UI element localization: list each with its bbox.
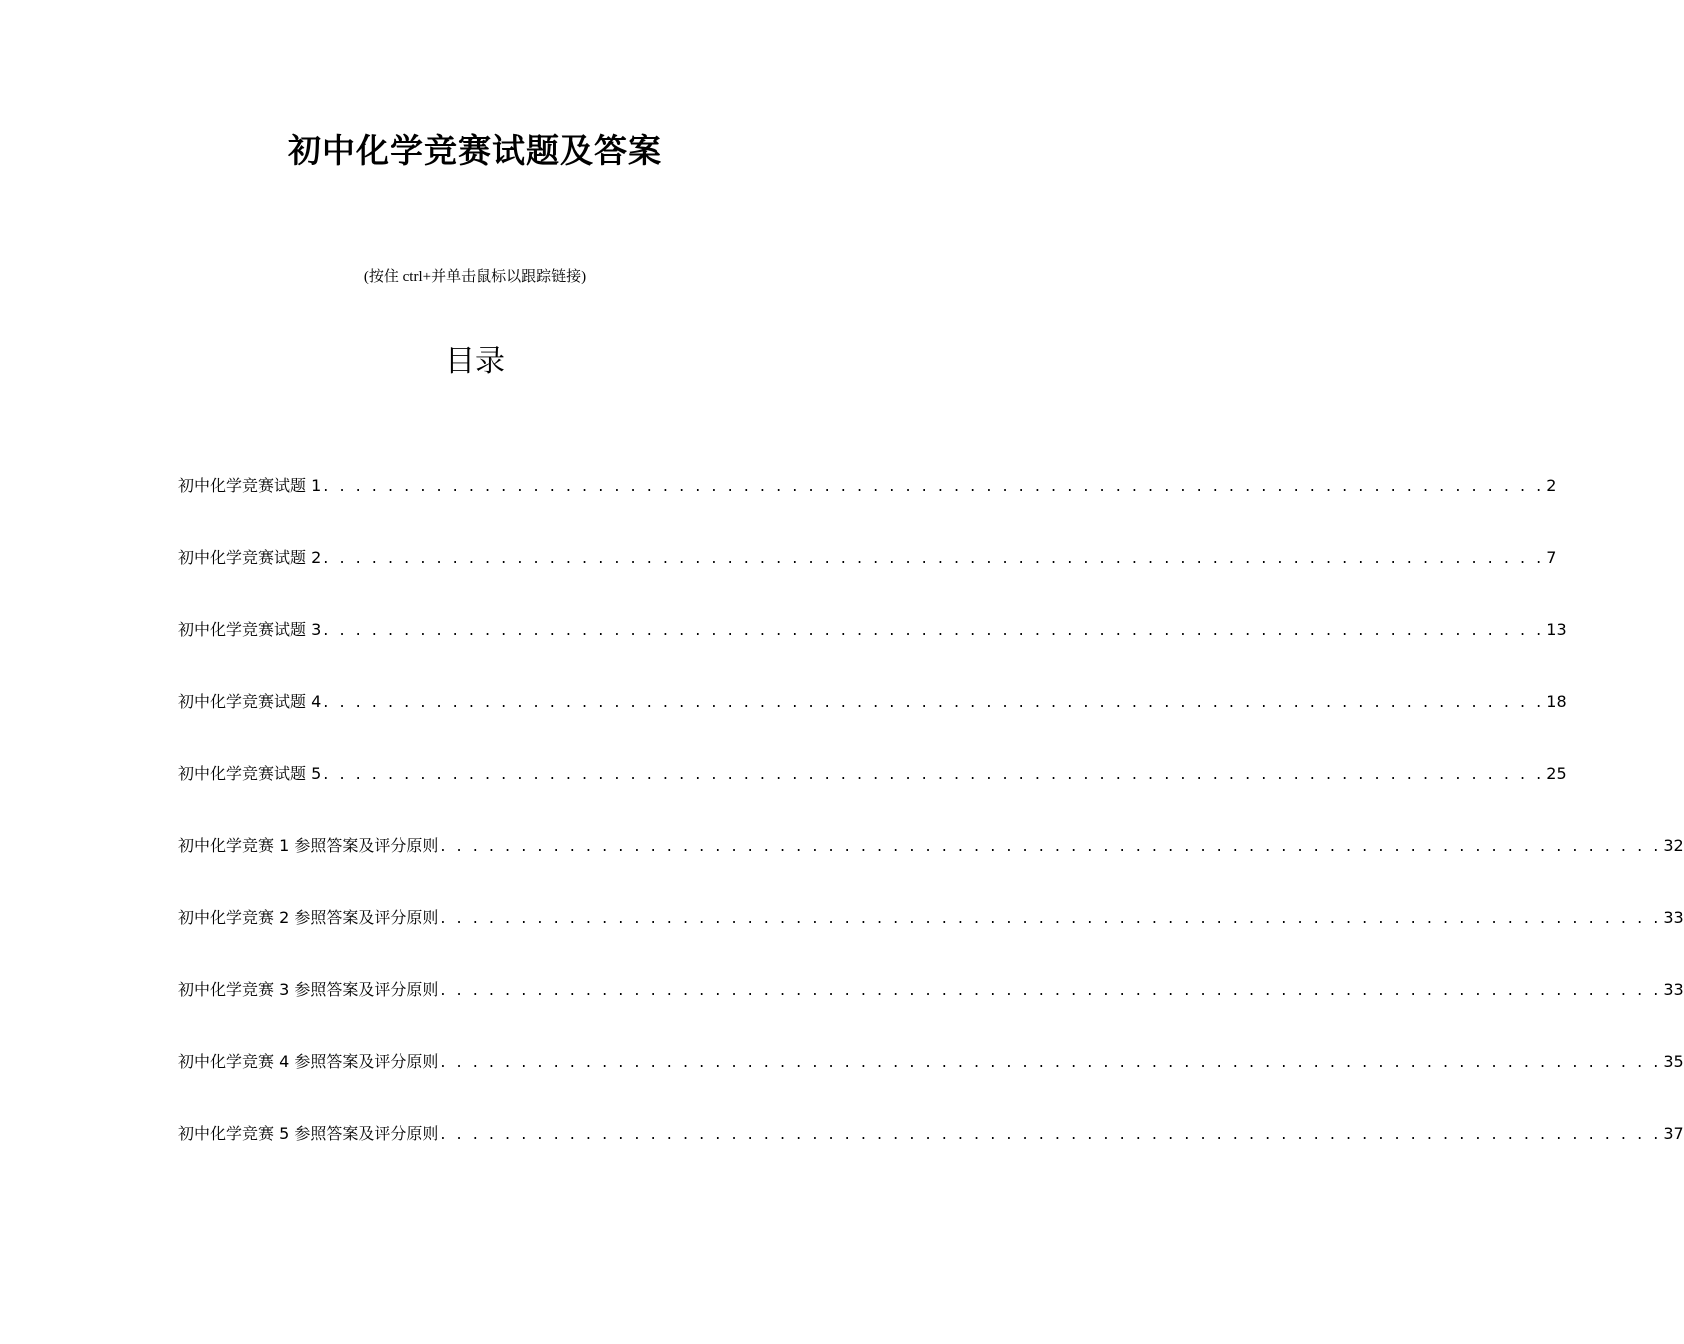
toc-page-number: 33 [1663, 908, 1684, 927]
toc-page-number: 18 [1546, 692, 1567, 711]
toc-dot-leader: . . . . . . . . . . . . . . . . . . . . . . . . . . . . . . . . . . . . . . . . . . . . . . . . . . . . . . . . . . . . . . . . . . . . . . . . . . . . [323, 620, 1545, 639]
toc-page-number: 25 [1546, 764, 1567, 783]
toc-dot-leader: . . . . . . . . . . . . . . . . . . . . . . . . . . . . . . . . . . . . . . . . . . . . . . . . . . . . . . . . . . . . . . . . . . . . . . . . . . . . [323, 692, 1545, 711]
toc-dot-leader: . . . . . . . . . . . . . . . . . . . . . . . . . . . . . . . . . . . . . . . . . . . . . . . . . . . . . . . . . . . . . . . . . . . . . . . . . . . . [323, 476, 1545, 495]
toc-entry-5[interactable] [178, 762, 1567, 834]
toc-entry-4[interactable] [178, 690, 1567, 762]
toc-entry-label: 初中化学竞赛 4 参照答案及评分原则 [178, 1052, 439, 1071]
toc-dot-leader: . . . . . . . . . . . . . . . . . . . . . . . . . . . . . . . . . . . . . . . . . . . . . . . . . . . . . . . . . . . . . . . . . . . . . . . . . . . . [323, 764, 1545, 783]
toc-entry-9[interactable] [178, 1050, 1684, 1122]
toc-dot-leader: . . . . . . . . . . . . . . . . . . . . . . . . . . . . . . . . . . . . . . . . . . . . . . . . . . . . . . . . . . . . . . . . . . . . . . . . . . . . [440, 908, 1662, 927]
toc-page-number: 35 [1663, 1052, 1684, 1071]
toc-heading: 目录 [445, 344, 505, 379]
link-hint: (按住 ctrl+并单击鼠标以跟踪链接) [363, 269, 587, 285]
toc-entry-label: 初中化学竞赛试题 5 [178, 764, 322, 783]
table-of-contents [178, 474, 1684, 1194]
toc-entry-7[interactable] [178, 906, 1684, 978]
toc-page-number: 33 [1663, 980, 1684, 999]
document-title: 初中化学竞赛试题及答案 [288, 131, 662, 170]
toc-page-number: 7 [1546, 548, 1557, 567]
toc-dot-leader: . . . . . . . . . . . . . . . . . . . . . . . . . . . . . . . . . . . . . . . . . . . . . . . . . . . . . . . . . . . . . . . . . . . . . . . . . . . . [440, 1052, 1662, 1071]
toc-entry-1[interactable] [178, 474, 1557, 546]
toc-entry-label: 初中化学竞赛 1 参照答案及评分原则 [178, 836, 439, 855]
toc-entry-label: 初中化学竞赛 5 参照答案及评分原则 [178, 1124, 439, 1143]
toc-entry-10[interactable] [178, 1122, 1684, 1194]
toc-entry-6[interactable] [178, 834, 1684, 906]
toc-entry-8[interactable] [178, 978, 1684, 1050]
toc-entry-3[interactable] [178, 618, 1567, 690]
toc-dot-leader: . . . . . . . . . . . . . . . . . . . . . . . . . . . . . . . . . . . . . . . . . . . . . . . . . . . . . . . . . . . . . . . . . . . . . . . . . . . . [440, 980, 1662, 999]
toc-entry-2[interactable] [178, 546, 1557, 618]
toc-entry-label: 初中化学竞赛试题 2 [178, 548, 322, 567]
toc-page-number: 32 [1663, 836, 1684, 855]
toc-dot-leader: . . . . . . . . . . . . . . . . . . . . . . . . . . . . . . . . . . . . . . . . . . . . . . . . . . . . . . . . . . . . . . . . . . . . . . . . . . . . [440, 836, 1662, 855]
toc-page-number: 2 [1546, 476, 1557, 495]
toc-entry-label: 初中化学竞赛 2 参照答案及评分原则 [178, 908, 439, 927]
toc-entry-label: 初中化学竞赛试题 3 [178, 620, 322, 639]
toc-entry-label: 初中化学竞赛试题 4 [178, 692, 322, 711]
toc-entry-label: 初中化学竞赛 3 参照答案及评分原则 [178, 980, 439, 999]
toc-page-number: 37 [1663, 1124, 1684, 1143]
toc-page-number: 13 [1546, 620, 1567, 639]
toc-entry-label: 初中化学竞赛试题 1 [178, 476, 322, 495]
toc-dot-leader: . . . . . . . . . . . . . . . . . . . . . . . . . . . . . . . . . . . . . . . . . . . . . . . . . . . . . . . . . . . . . . . . . . . . . . . . . . . . [440, 1124, 1662, 1143]
toc-dot-leader: . . . . . . . . . . . . . . . . . . . . . . . . . . . . . . . . . . . . . . . . . . . . . . . . . . . . . . . . . . . . . . . . . . . . . . . . . . . . [323, 548, 1545, 567]
